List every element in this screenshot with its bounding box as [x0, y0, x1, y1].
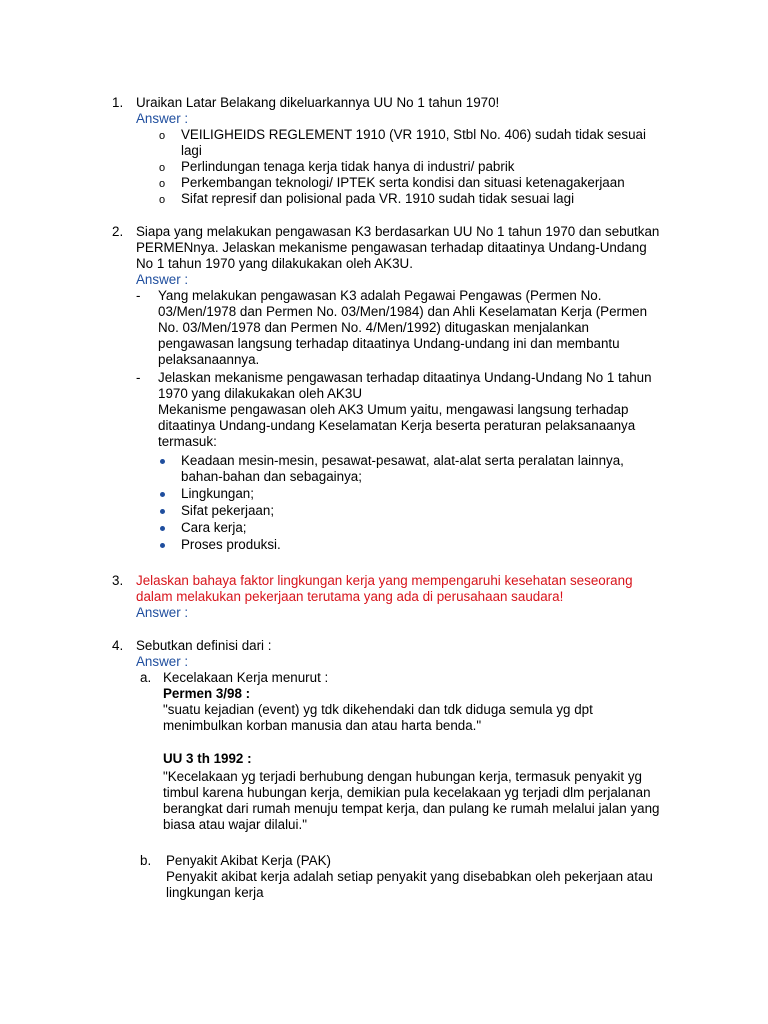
q2-dash2-line-2: 1970 yang dilakukakan oleh AK3U	[158, 386, 362, 401]
q4b-letter: b.	[140, 853, 152, 868]
q4a-letter: a.	[140, 670, 152, 685]
q2-dash-1: -	[136, 288, 141, 303]
q4a-ref2-heading: UU 3 th 1992 :	[163, 751, 252, 766]
q1-bullet-4: o	[159, 194, 166, 206]
q2-bullet-dot-2	[160, 492, 165, 497]
q3-number: 3.	[112, 573, 124, 588]
q1-item-3: Perkembangan teknologi/ IPTEK serta kondisi dan situasi ketenagakerjaan	[181, 175, 625, 190]
q2-bullet-3: Sifat pekerjaan;	[181, 503, 275, 518]
q1-item-1: VEILIGHEIDS REGLEMENT 1910 (VR 1910, Stbl No. 406) sudah tidak sesuai	[181, 127, 646, 142]
q2-dash-2: -	[136, 370, 141, 385]
q2-dash1-line-4: pengawasan langsung terhadap ditaatinya Undang-undang ini dan membantu	[158, 336, 620, 351]
q2-dash2-line-1: Jelaskan mekanisme pengawasan terhadap ditaatinya Undang-Undang No 1 tahun	[158, 370, 652, 385]
q2-answer-label: Answer :	[136, 272, 189, 287]
q2-dash1-line-2: 03/Men/1978 dan Permen No. 03/Men/1984) dan Ahli Keselamatan Kerja (Permen	[158, 304, 648, 319]
q4a-ref2-line-3: berangkat dari rumah menuju tempat kerja, dan pulang ke rumah melalui jalan yang	[163, 801, 660, 816]
q2-dash2-line-4: ditaatinya Undang-undang Keselamatan Kerja beserta peraturan pelaksanaanya	[158, 418, 636, 433]
q4a-ref1-heading: Permen 3/98 :	[163, 686, 251, 701]
q4a-ref1-line-2: menimbulkan korban manusia dan atau harta benda."	[163, 718, 482, 733]
q4b-line-2: lingkungan kerja	[166, 885, 264, 900]
q1-item-1-cont: lagi	[181, 143, 202, 158]
q2-bullet-dot-5	[160, 543, 165, 548]
q3-question-line-2: dalam melakukan pekerjaan terutama yang ada di perusahaan saudara!	[136, 589, 564, 604]
q2-bullet-5: Proses produksi.	[181, 537, 281, 552]
q2-question-line-3: No 1 tahun 1970 yang dilakukakan oleh AK3U.	[136, 256, 413, 271]
q1-answer-label: Answer :	[136, 111, 189, 126]
q2-bullet-1-cont: bahan-bahan dan sebagainya;	[181, 469, 362, 484]
q4b-title: Penyakit Akibat Kerja (PAK)	[166, 853, 331, 868]
q2-bullet-dot-4	[160, 526, 165, 531]
q4a-ref2-line-1: "Kecelakaan yg terjadi berhubung dengan hubungan kerja, termasuk penyakit yg	[163, 769, 642, 784]
q4-number: 4.	[112, 638, 124, 653]
q4a-title: Kecelakaan Kerja menurut :	[163, 670, 329, 685]
q2-bullet-dot-3	[160, 509, 165, 514]
q4-question: Sebutkan definisi dari :	[136, 638, 272, 653]
q2-bullet-1: Keadaan mesin-mesin, pesawat-pesawat, alat-alat serta peralatan lainnya,	[181, 453, 624, 468]
q1-item-2: Perlindungan tenaga kerja tidak hanya di industri/ pabrik	[181, 159, 515, 174]
q1-bullet-1: o	[159, 130, 166, 142]
q2-bullet-4: Cara kerja;	[181, 520, 247, 535]
q2-number: 2.	[112, 224, 124, 239]
q2-question-line-1: Siapa yang melakukan pengawasan K3 berdasarkan UU No 1 tahun 1970 dan sebutkan	[136, 224, 660, 239]
q4b-line-1: Penyakit akibat kerja adalah setiap penyakit yang disebabkan oleh pekerjaan atau	[166, 869, 653, 884]
q2-dash2-line-5: termasuk:	[158, 434, 217, 449]
q3-answer-label: Answer :	[136, 605, 189, 620]
q4a-ref1-line-1: "suatu kejadian (event) yg tdk dikehendaki dan tdk diduga semula yg dpt	[163, 702, 593, 717]
q2-bullet-2: Lingkungan;	[181, 486, 254, 501]
q2-bullet-dot-1	[160, 459, 165, 464]
q2-question-line-2: PERMENnya. Jelaskan mekanisme pengawasan terhadap ditaatinya Undang-Undang	[136, 240, 647, 255]
q1-item-4: Sifat represif dan polisional pada VR. 1910 sudah tidak sesuai lagi	[181, 191, 575, 206]
q2-dash1-line-5: pelaksanaannya.	[158, 352, 260, 367]
q1-number: 1.	[112, 95, 124, 110]
q1-bullet-3: o	[159, 178, 166, 190]
q2-dash2-line-3: Mekanisme pengawasan oleh AK3 Umum yaitu, mengawasi langsung terhadap	[158, 402, 629, 417]
q1-question: Uraikan Latar Belakang dikeluarkannya UU No 1 tahun 1970!	[136, 95, 500, 110]
q3-question-line-1: Jelaskan bahaya faktor lingkungan kerja yang mempengaruhi kesehatan seseorang	[136, 573, 633, 588]
q1-bullet-2: o	[159, 162, 166, 174]
q2-dash1-line-1: Yang melakukan pengawasan K3 adalah Pegawai Pengawas (Permen No.	[158, 288, 602, 303]
q4-answer-label: Answer :	[136, 654, 189, 669]
q2-dash1-line-3: No. 03/Men/1978 dan Permen No. 4/Men/1992) ditugaskan menjalankan	[158, 320, 590, 335]
q4a-ref2-line-4: biasa atau wajar dilalui."	[163, 817, 307, 832]
q4a-ref2-line-2: timbul karena hubungan kerja, demikian pula kecelakaan yg terjadi dlm perjalanan	[163, 785, 651, 800]
